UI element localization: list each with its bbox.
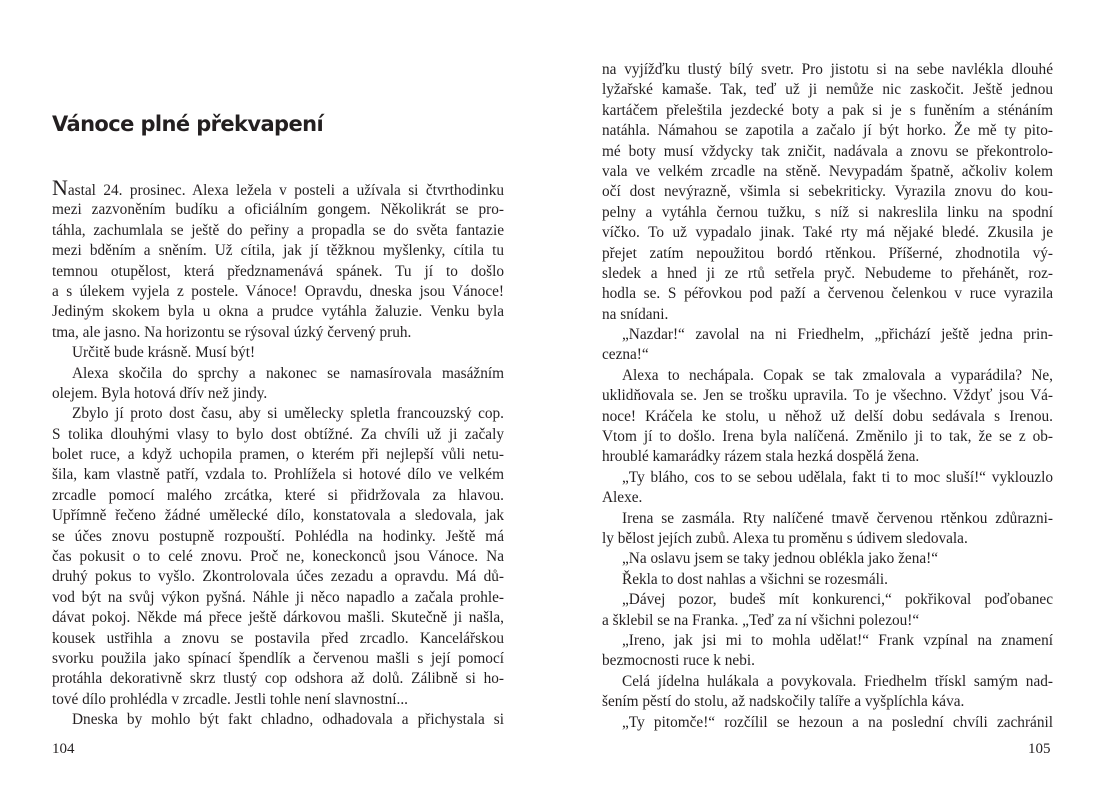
- line-text: Irena se zasmála. Rty nalíčené tmavě červenou rtěnkou zdůrazni-: [622, 509, 1053, 527]
- line-text: druhý pokus to vyšlo. Zkontrolovala účes zezadu a opravdu. Má dů-: [52, 568, 504, 586]
- line-text: mezi zazvoněním budíku a oficiálním gongem. Několikrát se pro-: [52, 201, 504, 219]
- text-line: [602, 345, 1053, 365]
- line-text: „Dávej pozor, budeš mít konkurenci,“ pokřikoval poďobanec: [622, 591, 1053, 609]
- text-line: [602, 121, 1053, 141]
- text-line: [602, 651, 1053, 671]
- text-line: [602, 631, 1053, 651]
- text-line: [602, 284, 1053, 304]
- line-text: bolet ruce, a když uchopila pramen, o kterém při nejlepší vůli netu-: [52, 446, 504, 464]
- text-line: [602, 386, 1053, 406]
- line-text: Řekla to dost nahlas a všichni se rozesmáli.: [622, 570, 888, 588]
- line-text: víčko. To už vypadalo jinak. Také rty má nějaké bledé. Zkusila je: [602, 224, 1053, 242]
- line-text: vod být na svůj výkon pyšná. Náhle ji něco napadlo a začala prohle-: [52, 588, 504, 606]
- text-line: [52, 486, 504, 506]
- text-line: [602, 611, 1053, 631]
- text-line: [602, 162, 1053, 182]
- text-line: [52, 364, 504, 384]
- line-text: Celá jídelna hulákala a povykovala. Friedhelm třískl samým nad-: [622, 672, 1053, 690]
- line-text: natáhla. Námahou se zapotila a začalo jí být horko. Že mě ty pito-: [602, 122, 1053, 140]
- text-line: [52, 567, 504, 587]
- line-text: sledek a hned ji ze rtů setřela pryč. Nebudeme to přehánět, roz-: [602, 264, 1053, 282]
- text-line: [52, 384, 504, 404]
- chapter-title: Vánoce plné překvapení: [52, 112, 324, 136]
- text-line: [52, 629, 504, 649]
- line-text: tma, ale jasno. Na horizontu se rýsoval úzký červený pruh.: [52, 323, 412, 341]
- line-text: vala ve velkém zrcadle na stěně. Nevypadám špatně, ačkoliv kolem: [602, 162, 1053, 180]
- line-text: šením pěstí do stolu, až nadskočily talíře a vyšplíchla káva.: [602, 693, 965, 711]
- text-line: [602, 570, 1053, 590]
- line-text: na vyjížďku tlustý bílý svetr. Pro jistotu si na sebe navlékla dlouhé: [602, 61, 1053, 78]
- line-text: Dneska by mohlo být fakt chladno, odhadovala a přichystala si: [72, 711, 504, 729]
- text-line: [602, 672, 1053, 692]
- line-text: tové dílo prohlédla v zrcadle. Jestli tohle není slavnostní...: [52, 690, 408, 708]
- line-text: lyžařské kamaše. Tak, teď už ji nemůže nic zaskočit. Ještě jednou: [602, 81, 1053, 99]
- left-page-body: [52, 175, 504, 731]
- line-text: mé boty musí vždycky tak zničit, nadávala a znovu se překontrolo-: [602, 142, 1053, 160]
- line-text: Alexe.: [602, 489, 643, 507]
- text-line: [602, 509, 1053, 529]
- text-line: [602, 325, 1053, 345]
- line-text: ly bělost jejích zubů. Alexa tu proměnu s údivem sledovala.: [602, 529, 968, 547]
- text-line: [602, 488, 1053, 508]
- line-text: a šklebil se na Franka. „Teď za ní všichni polezou!“: [602, 611, 920, 629]
- line-text: Zbylo jí proto dost času, aby si umělecky spletla francouzský cop.: [72, 405, 504, 423]
- text-line: [52, 465, 504, 485]
- line-text: „Ty bláho, cos to se sebou udělala, fakt ti to moc sluší!“ vyklouzlo: [622, 468, 1053, 486]
- text-line: [602, 223, 1053, 243]
- text-line: [52, 527, 504, 547]
- line-text: Alexa skočila do sprchy a nakonec se namasírovala masážním: [72, 364, 504, 382]
- line-text: „Ireno, jak jsi mi to mohla udělat!“ Frank vzpínal na znamení: [622, 631, 1053, 649]
- text-line: [52, 262, 504, 282]
- drop-cap: N: [52, 175, 68, 200]
- text-line: [602, 427, 1053, 447]
- line-text: Jediným skokem byla u okna a prudce vytáhla žaluzie. Venku byla: [52, 303, 504, 321]
- text-line: [602, 244, 1053, 264]
- line-text: Upřímně řečeno žádné umělecké dílo, konstatovala a sledovala, jak: [52, 507, 504, 525]
- line-text: a s úlekem vyjela z postele. Vánoce! Opravdu, dneska jsou Vánoce!: [52, 282, 504, 300]
- text-line: [602, 713, 1053, 733]
- line-text: S tolika dlouhými vlasy to bylo dost obtížné. Za chvíli už ji začaly: [52, 425, 504, 443]
- line-text: mezi bděním a sněním. Už cítila, jak jí těžknou myšlenky, cítila tu: [52, 242, 504, 260]
- text-line: [52, 404, 504, 424]
- line-text: „Nazdar!“ zavolal na ni Friedhelm, „přichází ještě jedna prin-: [622, 326, 1053, 344]
- line-text: šila, kam vlastně patří, vzdala to. Prohlížela si hotové dílo ve velkém: [52, 466, 504, 484]
- text-line: [602, 264, 1053, 284]
- line-text: temnou otupělost, která předznamenává spánek. Tu jí to došlo: [52, 262, 504, 280]
- line-text: zrcadle pomocí malého zrcátka, které si přidržovala za hlavou.: [52, 486, 504, 504]
- text-line: [52, 669, 504, 689]
- line-text: „Na oslavu jsem se taky jednou oblékla jako žena!“: [622, 550, 939, 568]
- line-text: Vtom jí to došlo. Irena byla nalíčená. Změnilo ji to tak, že se z ob-: [602, 428, 1053, 446]
- page-number-left: 104: [52, 741, 75, 757]
- right-page: [552, 0, 1105, 800]
- line-text: dávat pokoj. Někde má přece ještě dárkovou mašli. Skutečně ji našla,: [52, 609, 504, 627]
- text-line: [602, 590, 1053, 610]
- line-text: bezmocnosti ruce k nebi.: [602, 652, 755, 670]
- text-line: [52, 649, 504, 669]
- text-line: [602, 60, 1053, 80]
- line-text: noce! Kráčela ke stolu, u něhož už delší dobu sedávala s Irenou.: [602, 407, 1053, 425]
- text-line: [52, 302, 504, 322]
- line-text: se účes znovu postupně rozpouští. Pohlédla na hodinky. Ještě má: [52, 527, 504, 545]
- text-line: [52, 343, 504, 363]
- line-text: hroublé kamarádky rázem stala hezká dospělá žena.: [602, 448, 920, 466]
- line-text: pelny a vytáhla černou tužku, s níž si nakreslila linku na spodní: [602, 203, 1053, 221]
- line-text: svorku použila jako spínací špendlík a červenou mašli s její pomocí: [52, 649, 504, 667]
- right-page-body: [602, 60, 1053, 733]
- text-line: [602, 366, 1053, 386]
- line-text: kartáčem přeleštila jezdecké boty a pak si je s funěním a sténáním: [602, 101, 1053, 119]
- text-line: [52, 221, 504, 241]
- line-text: astal 24. prosinec. Alexa ležela v posteli a užívala si čtvrthodinku: [67, 182, 504, 199]
- text-line: [602, 305, 1053, 325]
- line-text: hodla se. S péřovkou pod paží a červenou čelenkou v ruce vyrazila: [602, 285, 1053, 303]
- line-text: cezna!“: [602, 346, 649, 364]
- line-text: táhla, zachumlala se ještě do peřiny a propadla se do světa fantazie: [52, 221, 504, 239]
- text-line: [52, 547, 504, 567]
- left-page: [0, 0, 552, 800]
- text-line: [52, 175, 504, 200]
- line-text: uklidňovala se. Jen se trošku upravila. To je všechno. Vždyť jsou Vá-: [602, 387, 1053, 405]
- line-text: kousek ustřihla a znovu se postavila před zrcadlo. Kancelářskou: [52, 629, 504, 647]
- line-text: olejem. Byla hotová dřív než jindy.: [52, 384, 268, 402]
- text-line: [52, 506, 504, 526]
- text-line: [602, 101, 1053, 121]
- text-line: [52, 241, 504, 261]
- text-line: [52, 445, 504, 465]
- text-line: [52, 608, 504, 628]
- line-text: Určitě bude krásně. Musí být!: [72, 344, 256, 362]
- text-line: [602, 203, 1053, 223]
- line-text: na snídani.: [602, 305, 669, 323]
- text-line: [52, 282, 504, 302]
- line-text: Alexa to nechápala. Copak se tak zmalovala a vyparádila? Ne,: [622, 366, 1053, 384]
- text-line: [52, 690, 504, 710]
- page-number-right: 105: [1028, 741, 1051, 757]
- text-line: [52, 425, 504, 445]
- line-text: očí dost nevýrazně, všimla si sebekriticky. Vyrazila znovu do kou-: [602, 183, 1053, 201]
- text-line: [602, 407, 1053, 427]
- line-text: čas pokusit o to celé znovu. Proč ne, koneckonců jsou Vánoce. Na: [52, 548, 504, 566]
- line-text: přejet zatím nepoužitou bordó rtěnkou. Příšerné, zhodnotila vý-: [602, 244, 1053, 262]
- text-line: [52, 588, 504, 608]
- text-line: [602, 447, 1053, 467]
- text-line: [602, 692, 1053, 712]
- text-line: [602, 182, 1053, 202]
- line-text: „Ty pitomče!“ rozčílil se hezoun a na poslední chvíli zachránil: [622, 713, 1053, 731]
- text-line: [602, 549, 1053, 569]
- text-line: [52, 710, 504, 730]
- text-line: [602, 468, 1053, 488]
- text-line: [52, 200, 504, 220]
- text-line: [602, 80, 1053, 100]
- line-text: protáhla dekorativně skrz tlustý cop odshora až dolů. Zálibně si ho-: [52, 670, 504, 688]
- text-line: [602, 142, 1053, 162]
- text-line: [602, 529, 1053, 549]
- text-line: [52, 323, 504, 343]
